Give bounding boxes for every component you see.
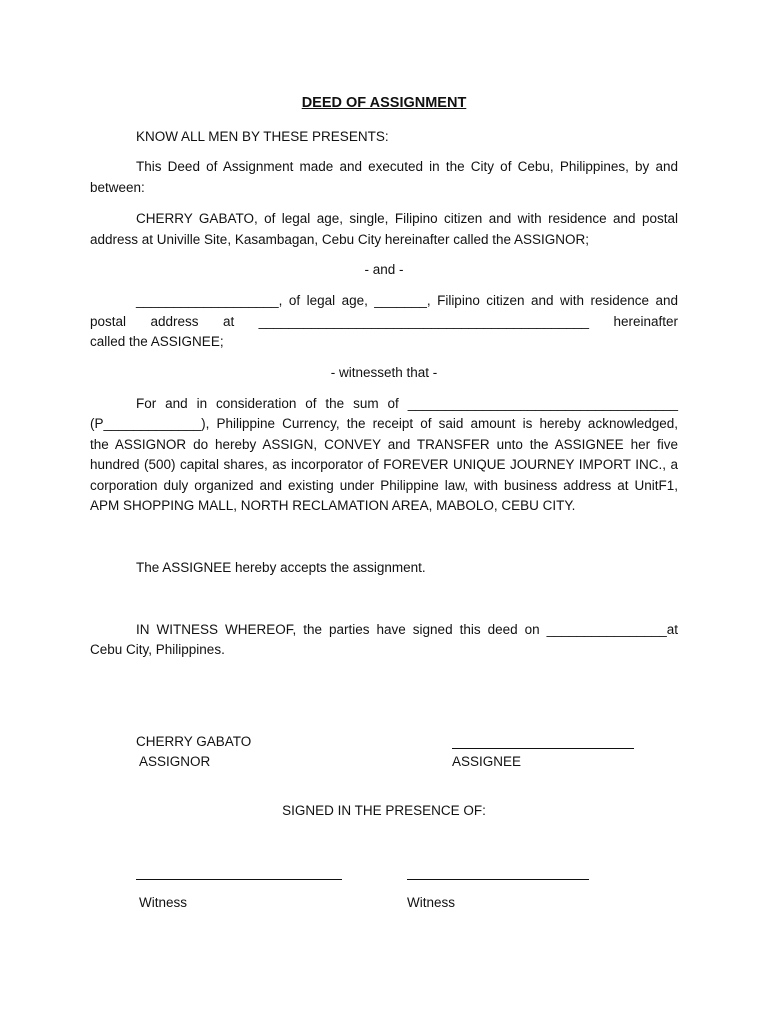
witness-2-signature-line xyxy=(407,879,589,880)
assignee-line-2: postal address at ____________________________________________ hereinafter xyxy=(90,314,678,329)
assignee-signature-role: ASSIGNEE xyxy=(452,754,522,769)
presence-heading: SIGNED IN THE PRESENCE OF: xyxy=(282,803,486,818)
witness-2-label: Witness xyxy=(407,895,456,910)
assignor-signature-name: CHERRY GABATO xyxy=(136,734,252,749)
acceptance-line: The ASSIGNEE hereby accepts the assignment. xyxy=(136,560,426,575)
witness-1-label: Witness xyxy=(139,895,188,910)
consideration-line-1: For and in consideration of the sum of ____________________________________ xyxy=(136,396,678,411)
assignee-line-1: ___________________, of legal age, _______, Filipino citizen and with residence and xyxy=(136,293,678,308)
intro-line-1: This Deed of Assignment made and executed in the City of Cebu, Philippines, by and xyxy=(136,159,678,174)
witness-whereof-line-2: Cebu City, Philippines. xyxy=(90,642,225,657)
consideration-line-3: the ASSIGNOR do hereby ASSIGN, CONVEY and TRANSFER unto the ASSIGNEE her five xyxy=(90,437,678,452)
assignee-signature-line xyxy=(452,748,634,749)
witness-whereof-line-1: IN WITNESS WHEREOF, the parties have signed this deed on ________________at xyxy=(136,622,678,637)
consideration-line-5: corporation duly organized and existing under Philippine law, with business address at UnitF1, xyxy=(90,478,678,493)
consideration-line-6: APM SHOPPING MALL, NORTH RECLAMATION AREA, MABOLO, CEBU CITY. xyxy=(90,498,576,513)
assignor-signature-role: ASSIGNOR xyxy=(139,754,211,769)
intro-line-2: between: xyxy=(90,180,145,195)
witness-1-signature-line xyxy=(136,879,342,880)
assignor-line-1: CHERRY GABATO, of legal age, single, Filipino citizen and with residence and postal xyxy=(136,211,678,226)
and-separator: - and - xyxy=(364,262,404,277)
assignee-line-3: called the ASSIGNEE; xyxy=(90,334,224,349)
witnesseth-line: - witnesseth that - xyxy=(330,365,438,380)
assignor-line-2: address at Univille Site, Kasambagan, Cebu City hereinafter called the ASSIGNOR; xyxy=(90,232,589,247)
consideration-line-2: (P_____________), Philippine Currency, the receipt of said amount is hereby acknowledged, xyxy=(90,416,678,431)
document-title: DEED OF ASSIGNMENT xyxy=(301,95,467,111)
consideration-line-4: hundred (500) capital shares, as incorporator of FOREVER UNIQUE JOURNEY IMPORT INC., a xyxy=(90,457,678,472)
opening-line: KNOW ALL MEN BY THESE PRESENTS: xyxy=(136,129,389,144)
